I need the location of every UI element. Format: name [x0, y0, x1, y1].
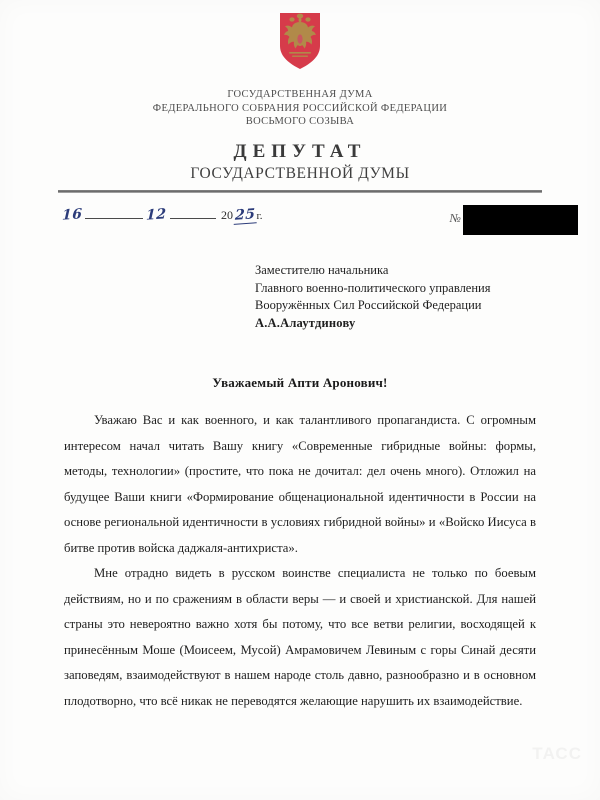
letterhead-subtitle: ГОСУДАРСТВЕННОЙ ДУМЫ — [190, 164, 410, 182]
body-paragraph-1: Уважаю Вас и как военного, и как талантливого пропагандиста. С огромным интересом начал читать Вашу книгу «Современные гибридные войны: формы, методы, технологии» (простите, что пока не дочитал: дел очень много). Отложил на будущее Ваши книги «Формирование общенациональной идентичности в России на основе региональной идентичности в условиях гибридной войны» и «Войско Иисуса в битве против войска даджаля-антихриста». — [64, 413, 536, 555]
date-month-rule — [170, 207, 216, 219]
letterhead-line-1: ГОСУДАРСТВЕННАЯ ДУМА — [227, 89, 373, 100]
letterhead — [0, 88, 600, 183]
addressee-name: А.А.Алаутдинову — [255, 315, 356, 330]
date-year-prefix: 20 — [220, 208, 233, 222]
redacted-number-box — [463, 205, 578, 235]
date-block — [62, 207, 262, 223]
date-year-suffix: г. — [256, 210, 263, 222]
addressee-line-3: Вооружённых Сил Российской Федерации — [255, 298, 482, 312]
letterhead-line-3: ВОСЬМОГО СОЗЫВА — [245, 116, 355, 127]
date-day-handwritten: 16 — [61, 206, 83, 224]
emblem-container — [0, 12, 600, 75]
salutation: Уважаемый Апти Аронович! — [212, 375, 388, 390]
addressee-line-1: Заместителю начальника — [255, 263, 389, 277]
addressee-line-2: Главного военно-политического управления — [255, 280, 491, 295]
body-paragraph-2: Мне отрадно видеть в русском воинстве специалиста не только по боевым действиям, но и по сражениям в области веры — и своей и христианской. Для нашей страны это невероятно важно хотя бы потому, что все ветви религии, восходящей к принесённым Моше (Моисеем, Мусой) Амрамовичем Левиным с горы Синай десяти заповедям, взаимодействуют в нашем народе столь давно, разнообразно и в основном плодотворно, что всё никак не переводятся желающие нарушить их взаимодействие. — [64, 566, 536, 708]
number-sign-label: № — [449, 211, 461, 225]
date-year-handwritten: 25 — [234, 206, 256, 224]
watermark: ТАСС — [532, 744, 582, 763]
letterhead-line-2: ФЕДЕРАЛЬНОГО СОБРАНИЯ РОССИЙСКОЙ ФЕДЕРАЦИИ — [152, 102, 448, 114]
date-month-handwritten: 12 — [146, 206, 168, 224]
date-day-rule — [85, 207, 143, 219]
header-divider — [58, 190, 542, 193]
letter-body — [64, 408, 536, 714]
addressee-block — [255, 262, 585, 332]
russian-coat-of-arms-icon — [279, 12, 321, 70]
document-number-block — [450, 205, 578, 235]
letterhead-title: ДЕПУТАТ — [233, 140, 367, 162]
document-meta-row — [0, 205, 600, 239]
